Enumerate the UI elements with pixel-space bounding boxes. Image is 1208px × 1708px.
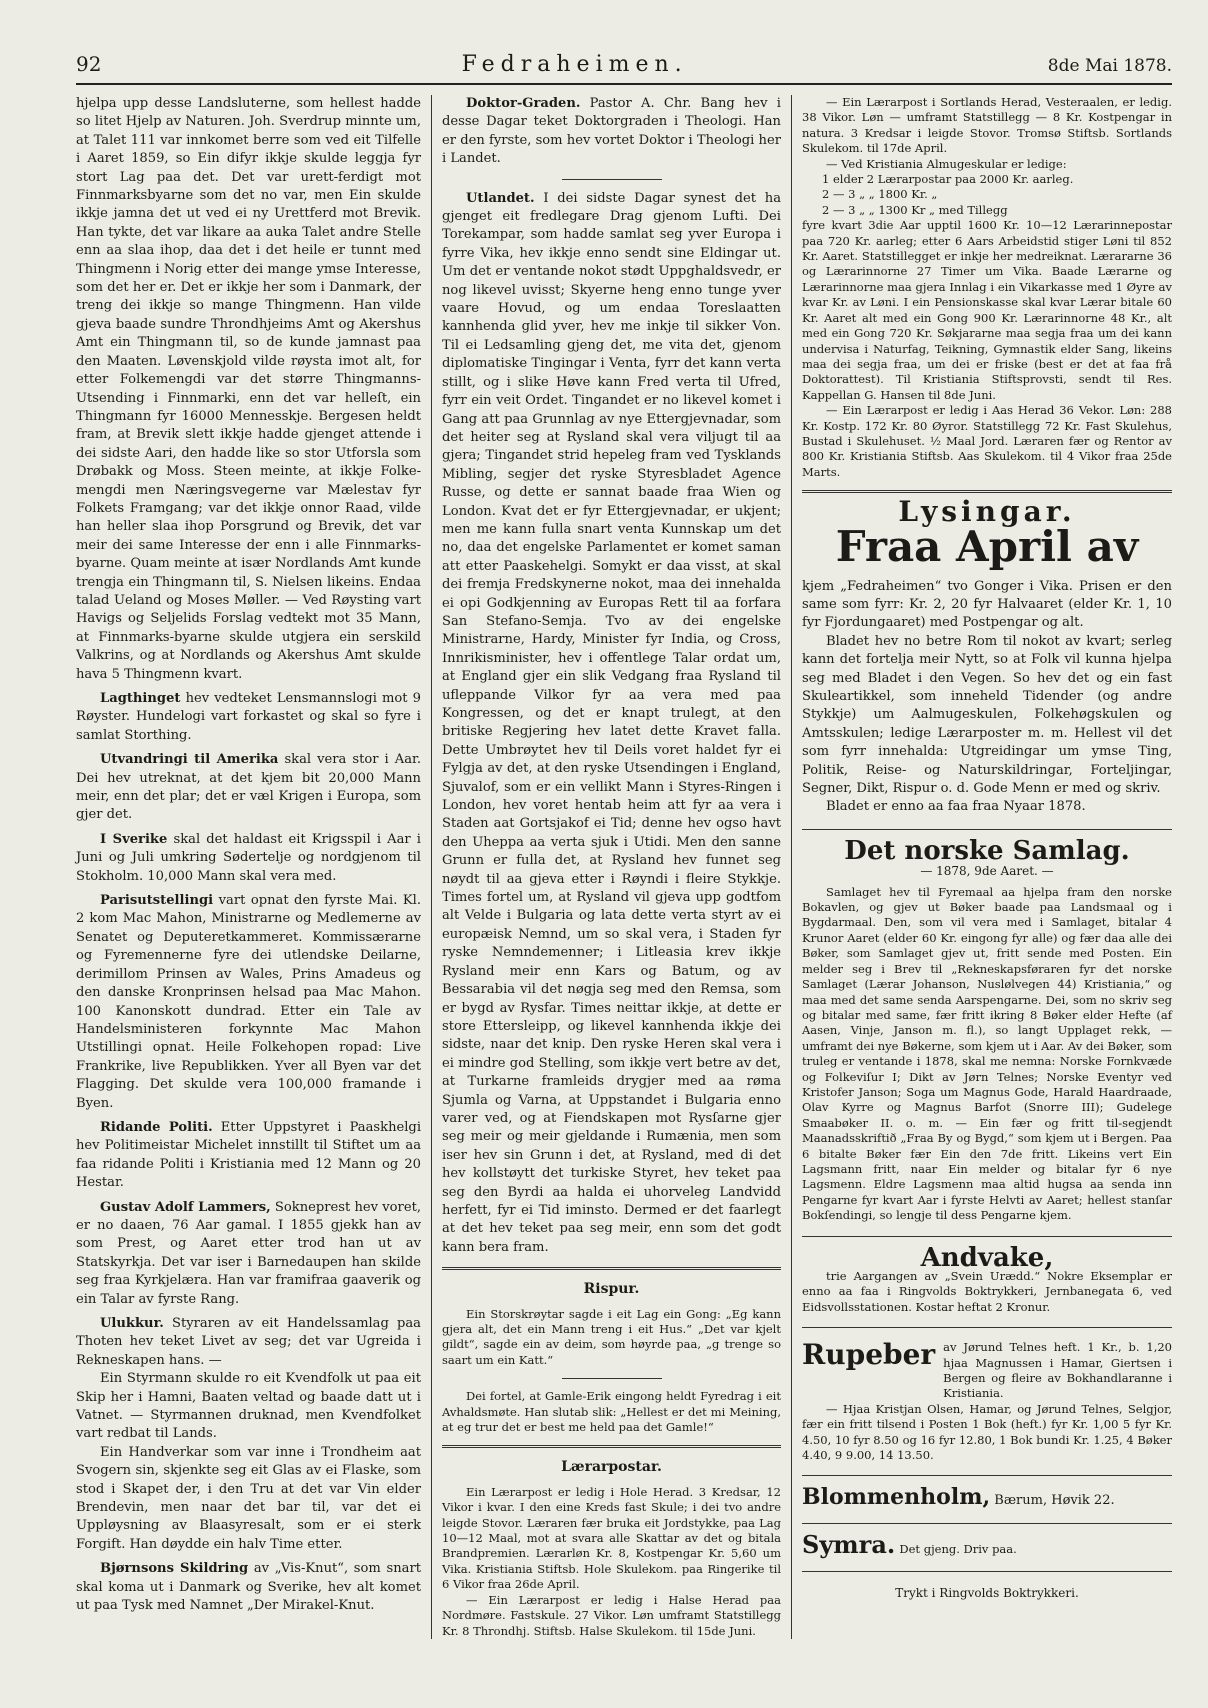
masthead-title: Fedraheimen.: [461, 52, 688, 77]
article-intro: hjelpa upp desse Landsluterne, som hellest hadde so litet Hjelp av Naturen. Joh. Sverdrup minnte um, at Talet 111 var innkomet berre som ved eit Tilfelle i Aaret 1859, so Ein difyr ikkje skulde leggja fyr stort Lag paa det. Det var urett-ferdigt mot Finnmarksbyarne som det no var, men Ein skulde ikkje jamna det ut ved ei ny Urettferd mot Brevik. Han tykte, det var likare aa auka Talet andre Stelle enn aa slaa ihop, daa det i det heile er tunnt med Thingmenn i Norig etter dei mange ymse Interesse, som det her er. Det er ikkje her som i Danmark, der treng dei ikkje so mange Thingmenn. Han vilde gjeva baade sundre Throndhjeims Amt og Akershus Amt ein Thingmann til, so de kunde jamnast paa den Maaten. Løvenskjold vilde røysta imot alt, for etter Folkemengdi var det større Thingmanns-Utsending i Finnmarki, enn det var helleſt, ein Thingmann fyr 16000 Mennesskje. Bergesen heldt fram, at Brevik slett ikkje hadde gjenget attende i dei sidste Aari, den hadde like so stor Utforsla som Drøbakk og Moss. Steen meinte, at ikkje Folke-mengdi men Næringsvegerne var Mælestav fyr Folkets Framgang; var det ikkje onnor Raad, vilde han heller slaa ihop Porsgrund og Brevik, det var meir dei same Interesse der enn i alle Finnmarks-byarne. Quam meinte at især Nordlands Amt kunde trengja ein Thingmann til, S. Nielsen likeins. Endaa talad Ueland og Moses Møller. — Ved Røysting vart Havigs og Seljelids Forslag vedtekt mot 35 Mann, at Finnmarks-byarne skulde utgjera ein serskild Valkrins, og at Nordlands og Akershus Amt skulde hava 5 Thingmenn kvart.: [76, 96, 421, 682]
symra-ad: [802, 1529, 1172, 1559]
samlag-title: Det norske Samlag.: [844, 835, 1130, 866]
article-ulukkur-sub-1: Ein Styrmann skulde ro eit Kvendfolk ut paa eit Skip her i Hamni, Baaten veltad og baade datt ut i Vatnet. — Styrmannen druknad, men Kvendfolket vart redbat til Lands.: [76, 1371, 421, 1442]
blommenholm-ad: [802, 1484, 1172, 1511]
divider: [802, 1475, 1172, 1476]
laerarpost-1: Ein Lærarpost er ledig i Hole Herad. 3 Kredsar, 12 Vikor i kvar. I den eine Kreds fast Skule; i dei tvo andre leigde Stovor. Læraren fær bruka eit Jordstykke, paa Lag 10—12 Maal, mot at svara alle Skattar av det og bitala Brandpremien. Lærarløn Kr. 8, Kostpengar Kr. 5,60 um Vika. Kristiania Stiftsb. Hole Skulekom. paa Ringerike til 6 Vikor fraa 26de April.: [442, 1484, 781, 1592]
article-utlandet: Utlandet. I dei sidste Dagar synest det ha gjenget eit fredlegare Drag gjenom Lufti. Dei Torekampar, som hadde samlat seg yver Europa i fyrre Vika, hev ikkje enno sendt sine Eldingar ut. Um det er ventande nokot stødt Uppghaldsvedr, er nog likevel uvisst; Skyerne heng enno tunge yver vaare Hovud, og um endaa Toreslaatten kannhenda glid yver, hev me inkje til sikker Von. Til ei Ledsamling gjeng det, me vita det, gjenom diplomatiske Tingingar i Venta, fyrr det kann verta stillt, og i slike Høve kann Fred verta til Ufred, fyrr ein veit Ordet. Tingandet er no likevel komet i Gang att paa Grunnlag av nye Ettergjevnadar, som det heiter seg at Rysland skal vera viljugt til aa gjera; Tingandet strid hepeleg fram ved Tysklands Mibling, segjer det ryske Styresbladet Agence Russe, og dette er sannat baade fraa Wien og London. Kvat det er fyr Ettergjevnadar, er ukjent; men me kann fulla snart venta Kunnskap um det no, daa det engelske Parlamentet er komet saman att etter Paaskehelgi. Somykt er daa visst, at skal dei fremja Fredskynerne nokot, maa dei innehalda ei opi Godkjenning av Europas Rett til aa forfara San Stefano-Semja. Tvo av dei engelske Ministrarne, Hardy, Minister fyr India, og Cross, Innrikisminister, hev i offentlege Talar ordat um, at England gjer ein slik Vedgang fraa Rysland til ufleppande Vilkor fyr aa vera med paa Kongressen, og det er knapt trulegt, at den britiske Regjering hev latet dette Kravet falla. Dette Umbrøytet hev til Deils voret haldet fyr ei Fylgja av det, at den ryske Utsendingen i England, Sjuvalof, som er ein vellikt Mann i Styres-Ringen i London, hev voret hentab heim att fyr aa vera i Staden aat Gortsjakof ei Tid; denne hev ogso havt den Uheppa aa verta sjuk i Utidi. Men den sanne Grunn er fulla det, at Rysland hev funnet seg nøydt til aa gjeva etter i Røyndi i fleire Stykkje. Times fortel um, at Rysland vil gjeva upp godtfom alt Velde i Bulgaria og lata dette verta styrt av ei europæisk Nemnd, um so skal vera, i Staden fyr ryske Nemndemenner; i Litleasia krev ikkje Rysland meir enn Kars og Batum, og av Bessarabia vil det nøgja seg med den Remsa, som er bygd av Rysfar. Times neittar ikkje, at dette er store Ettersleipp, og likevel kannhenda ikkje dei sidste, naar det knip. Den ryske Heren skal vera i ei mindre god Stelling, som ikkje vert betre av det, at Turkarne framleids drygjer med aa røma Sjumla og Varna, at Uppstandet i Bulgaria enno varer ved, og at Fiendskapen mot Rysſarne gjer seg meir og meir gjeldande i Rumænia, men som iser hev sin Grunn i det, at Rysland, med di det hev kollstøytt det turkiske Styret, hev teket paa seg den Byrdi aa halda ei uhorveleg Landvidd herfett, fyr ei Tid iminsto. Dermed er det faarlegt at det hev teket paa seg meir, enn som det godt kann bera fram.: [442, 190, 781, 1255]
lysingar-text-2: Bladet hev no betre Rom til nokot av kvart; serleg kann det fortelja meir Nytt, so at Folk vil kunna hjelpa seg med Bladet i den Vegen. So hev det og ein fast Skuleartikkel, som inneheld Tidender (og andre Stykkje) um Aalmugeskulen, Folkehøgskulen og Amtsskulen; ledige Lærarposter m. m. Hellest vil det som fyrr innehalda: Utgreidingar um ymse Ting, Politik, Reise- og Naturskildringar, Forteljingar, Segner, Dikt, Rispur o. d. Gode Menn er med og skriv.: [802, 633, 1172, 797]
column-2: [432, 95, 792, 1639]
page-header: [76, 52, 1172, 85]
samlag-subtitle: — 1878, 9de Aaret. —: [920, 864, 1054, 879]
symra-text: Det gjeng. Driv paa.: [899, 1541, 1017, 1556]
andvake-title: Andvake,: [920, 1242, 1054, 1273]
lysingar-title: Lysingar.: [898, 495, 1076, 529]
article-bjornson: Bjørnsons Skildring av „Vis-Knut“, som snart skal koma ut i Danmark og Sverike, hev alt komet ut paa Tysk med Namnet „Der Mirakel-Knut.: [76, 1561, 421, 1614]
laerarpost-kristiania-text: fyre kvart 3die Aar upptil 1600 Kr. 10—12 Lærarinnepostar paa 720 Kr. aarleg; etter 6 Aars Arbeidstid stiger Løni til 852 Kr. Aaret. Statstillegget er inkje her medreiknat. Lærararne 36 og Lærarinnorne 27 Timer um Vika. Baade Lærarne og Lærarinnorne maa gjera Innlag i ein Vikarkasse med 1 Øyre av kvar Kr. av Løni. I ein Pensionskasse skal kvar Lærar bitale 60 Kr. Aaret alt med ein Gong 900 Kr. Lærarinnorne 48 Kr., alt med ein Gong 720 Kr. Søkjararne maa segja fraa um dei kann undervisa i Naturfag, Teikning, Gymnastik elder Sang, likeins maa dei segja fraa, um dei er friske (best er det at faa frå Doktorattest). Til Kristiania Stiftsprovsti, sendt til Res. Kappellan G. Hansen til 8de Juni.: [802, 218, 1172, 402]
divider: [802, 1327, 1172, 1328]
article-sverike: I Sverike skal det haldast eit Krigsspil i Aar i Juni og Juli umkring Sødertelje og nordgjenom til Stokholm. 10,000 Mann skal vera med.: [76, 831, 421, 884]
laerarpost-table: [802, 172, 1172, 218]
lysingar-text-1: kjem „Fedraheimen“ tvo Gonger i Vika. Prisen er den same som fyrr: Kr. 2, 20 fyr Halvaaret (elder Kr. 1, 10 fyr Fjordungaaret) med Postpengar og alt.: [802, 578, 1172, 631]
laerarpost-aas: — Ein Lærarpost er ledig i Aas Herad 36 Vekor. Løn: 288 Kr. Kostp. 172 Kr. 80 Øyror. Statstillegg 72 Kr. Fast Skulehus, Bustad i Skulehuset. ½ Maal Jord. Læraren fær og Rentor av 800 Kr. Kristiania Stiftsb. Aas Skulekom. til 4 Vikor fraa 25de Marts.: [802, 403, 1172, 479]
divider: [802, 1236, 1172, 1237]
rupeber-text-2: — Hjaa Kristjan Olsen, Hamar, og Jørund Telnes, Selgjor, fær ein fritt tilsend i Posten 1 Bok (heft.) fyr Kr. 1,00 5 fyr Kr. 4.50, 10 fyr 8.50 og 16 fyr 12.80, 1 Bok bundi Kr. 1.25, 4 Bøker 4.40, 9 9.00, 14 13.50.: [802, 1401, 1172, 1463]
table-row: 2 — 3 „ „ 1800 Kr. „: [822, 187, 938, 202]
article-utvandringi: Utvandringi til Amerika skal vera stor i Aar. Dei hev utreknat, at det kjem bit 20,000 Mann meir, enn det plar; det er væl Krigen i Europa, som gjer det.: [76, 752, 421, 823]
blommenholm-place: Bærum, Høvik: [994, 1493, 1090, 1509]
page-number: 92: [76, 52, 102, 76]
article-doktor: Doktor-Graden. Pastor A. Chr. Bang hev i desse Dagar teket Doktorgraden i Theologi. Han er den fyrste, som hev vortet Doktor i Theologi her i Landet.: [442, 96, 781, 167]
article-lammers: Gustav Adolf Lammers, Sokneprest hev voret, er no daaen, 76 Aar gamal. I 1855 gjekk han av som Prest, og Aaret etter trod han ut av Statskyrkja. Det var iser i Barnedaupen han skilde seg fraa Kyrkjelæra. Han var framifraa gaaverik og ein Talar av fyrste Rang.: [76, 1199, 421, 1307]
blommenholm-number: 22.: [1093, 1493, 1115, 1509]
laerarpost-sortland: — Ein Lærarpost i Sortlands Herad, Vesteraalen, er ledig. 38 Vikor. Løn — umframt Statstillegg — 8 Kr. Kostpengar in natura. 3 Kredsar i leigde Stovor. Tromsø Stiftsb. Sortlands Skulekom. til 17de April.: [802, 95, 1172, 156]
rupeber-title: Rupeber: [802, 1338, 936, 1372]
table-row: 2 — 3 „ „ 1300 Kr „ med Tillegg: [822, 202, 1008, 217]
columns: [76, 95, 1172, 1639]
divider: [442, 1267, 781, 1270]
divider: [802, 1571, 1172, 1572]
rispur-1: Ein Storskrøytar sagde i eit Lag ein Gong: „Eg kann gjera alt, det ein Mann treng i eit Hus.“ „Det var kjelt gildt“, sagde ein av deim, som høyrde paa, „g trenge so saart um ein Katt.“: [442, 1306, 781, 1367]
lysingar-text-3: Bladet er enno aa faa fraa Nyaar 1878.: [826, 799, 1086, 815]
rupeber-ad: [802, 1340, 1172, 1402]
laerarpost-kristiania-intro: — Ved Kristiania Almugeskular er ledige:: [826, 156, 1067, 171]
article-lagthinget: Lagthinget hev vedteket Lensmannslogi mot 9 Røyster. Hundelogi vart forkastet og skal so fyre i samlat Storthing.: [76, 691, 421, 743]
divider: [442, 1445, 781, 1448]
article-ridande-politi: Ridande Politi. Etter Uppstyret i Paaskhelgi hev Politimeistar Michelet innstillt til Stiftet um aa faa ridande Politi i Kristiania med 12 Mann og 20 Hestar.: [76, 1119, 422, 1191]
column-3: [792, 95, 1172, 1639]
divider: [562, 1378, 662, 1379]
blommenholm-title: Blommenholm,: [802, 1484, 991, 1511]
table-row: 1 elder 2 Lærarpostar paa 2000 Kr. aarleg.: [822, 172, 1074, 187]
divider: [802, 1523, 1172, 1524]
article-ulukkur-sub-2: Ein Handverkar som var inne i Trondheim aat Svogern sin, skjenkte seg eit Glas av ei Flaske, som stod i Skapet der, i den Tru at det var Vin elder Brendevin, men naar det bar til, var det ei Uppløysning av Blaasyresalt, som er ei sterk Forgift. Han døydde ein halv Time etter.: [76, 1444, 421, 1552]
column-1: [76, 95, 432, 1639]
article-parisutstellingi: Parisutstellingi vart opnat den fyrste Mai. Kl. 2 kom Mac Mahon, Ministrarne og Medlemerne av Senatet og Deputeretkammeret. Kommissærarne og Fyremennerne fyre dei utlendske Deilarne, derimillom Prinsen av Wales, Prins Amadeus og den danske Kronprinsen helsad paa Mac Mahon. 100 Kanonskott dundrad. Etter ein Tale av Handelsministeren forkynnte Mac Mahon Utstillingi opnat. Heile Folkehopen ropad: Live Frankrike, live Republikken. Yver all Byen var det Flagging. Det skulde vera 100,000 framande i Byen.: [76, 893, 421, 1111]
article-ulukkur: Ulukkur. Styraren av eit Handelssamlag paa Thoten hev teket Livet av seg; det var Ugreida i Rekneskapen hans. —: [76, 1316, 421, 1368]
issue-date: 8de Mai 1878.: [1047, 56, 1172, 76]
divider: [802, 829, 1172, 830]
laerarpost-2: — Ein Lærarpost er ledig i Halse Herad paa Nordmøre. Fastskule. 27 Vikor. Løn umframt Statstillegg Kr. 8 Throndhj. Stiftsb. Halse Skulekom. til 15de Juni.: [442, 1592, 781, 1638]
samlag-text: Samlaget hev til Fyremaal aa hjelpa fram den norske Bokavlen, og gjev ut Bøker baade paa Landsmaal og i Bygdarmaal. Den, som vil vera med i Samlaget, bitalar 4 Krunor Aaret (elder 60 Kr. eingong fyr alle) og fær daa alle dei Bøker, som Samlaget gjev ut, fritt sende med Posten. Ein melder seg i Brev til „Rekneskapsføraren fyr det norske Samlaget (Lærar Johanson, Nuslølvegen 44) Kristiania,“ og maa med det same senda Aarspengarne. Dei, som no skriv seg og bitalar med same, fær fritt ikring 8 Bøker elder Hefte (af Aasen, Vinje, Janson m. fl.), so langt Upplaget rekk, — umframt dei nye Bøkerne, som kjem ut i Aar. Av dei Bøker, som truleg er ventande i 1878, skal me nemna: Norske Fornkvæde og Folkeviſur I; Dikt av Jørn Telnes; Norske Eventyr ved Kristofer Janson; Soga um Magnus Gode, Harald Haardraade, Olav Kyrre og Magnus Barfot (Snorre III); Gudelege Smaabøker II. o. m. — Ein fær og fritt til-segjendt Maanadsskriftið „Fraa By og Bygd,“ som kjem ut i Bergen. Paa 6 bitalte Bøker fær Ein den 7de fritt. Likeins vert Ein Lagsmann fritt, naar Ein melder og bitalar fyr 6 nye Lagsmenn. Eldre Lagsmenn maa altid hugsa aa senda inn Pengarne fyr kvart Aar i fyrste Helvti av Aaret; hellest stanſar Bokſendingi, so lengje til dess Pengarne kjem.: [802, 884, 1172, 1223]
rispur-2: Dei fortel, at Gamle-Erik eingong heldt Fyredrag i eit Avhaldsmøte. Han slutab slik: „Hellest er det mi Meining, at eg trur det er best me held paa det Gamle!“: [442, 1389, 781, 1435]
printer-imprint: Trykt i Ringvolds Boktrykkeri.: [895, 1586, 1079, 1601]
section-laerarpostar-title: Lærarpostar.: [561, 1459, 662, 1476]
section-rispur-title: Rispur.: [583, 1281, 640, 1298]
andvake-text: trie Aargangen av „Svein Urædd.“ Nokre Eksemplar er enno aa faa i Ringvolds Boktrykkeri, Jernbanegata 6, ved Eidsvollsstationen. Kostar heftat 2 Kronur.: [802, 1269, 1172, 1314]
divider: [802, 490, 1172, 493]
lysingar-headline: Fraa April av: [835, 521, 1139, 571]
symra-title: Symra.: [802, 1529, 896, 1559]
rupeber-text-1: av Jørund Telnes heft. 1 Kr., b. 1,20 hjaa Magnussen i Hamar, Giertsen i Bergen og fleire av Bokhandlaranne i Kristiania.: [943, 1340, 1172, 1401]
divider: [562, 179, 662, 180]
